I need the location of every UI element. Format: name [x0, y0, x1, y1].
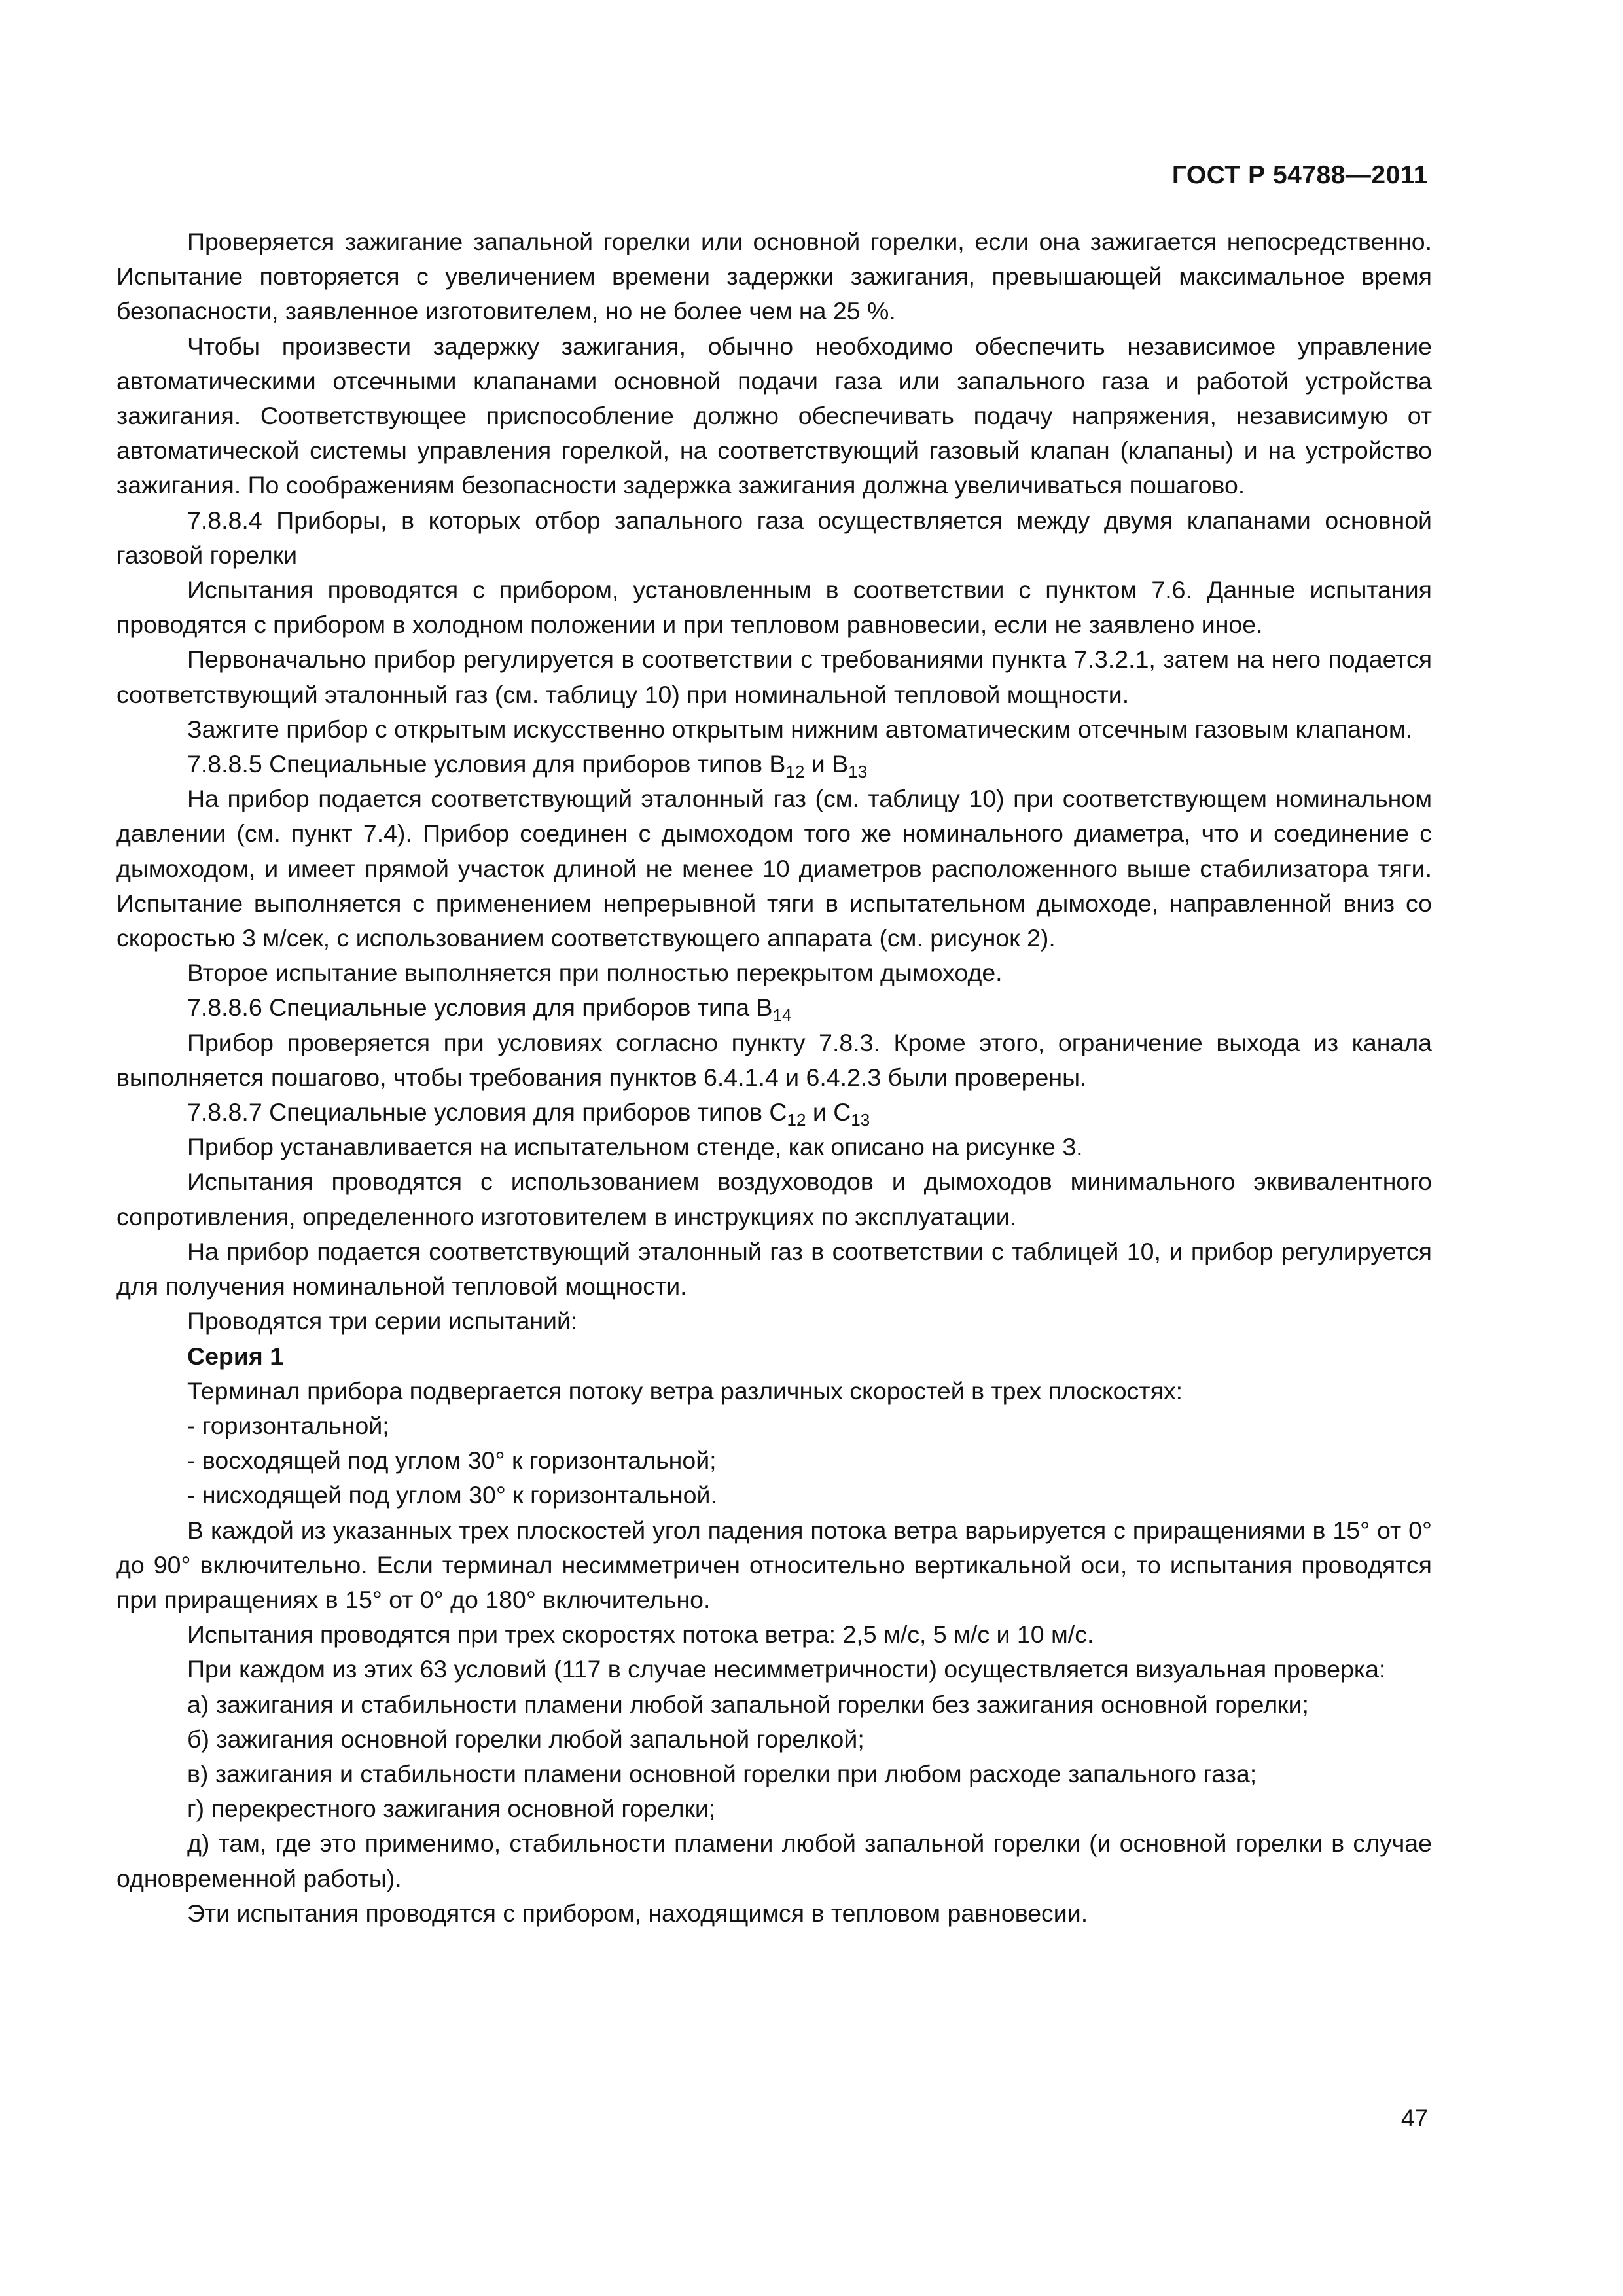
paragraph: Испытания проводятся с прибором, установленным в соответствии с пунктом 7.6. Данные испытания проводятся с прибором в холодном положении и при тепловом равновесии, если не заявлено иное.: [116, 576, 1432, 639]
document-code-header: ГОСТ Р 54788—2011: [1171, 161, 1428, 189]
section-heading-7-8-8-7: 7.8.8.7 Специальные условия для приборов типов $С_{12}$ и $С_{13}$: [187, 1098, 870, 1130]
paragraph: На прибор подается соответствующий эталонный газ (см. таблицу 10) при соответствующем номинальном давлении (см. пункт 7.4). Прибор соединен с дымоходом того же номинального диаметра, что и соединение с дымоходом, и имеет прямой участок длиной не менее 10 диаметров расположенного выше стабилизатора тяги. Испытание выполняется с применением непрерывной тяги в испытательном дымоходе, направленной вниз со скоростью 3 м/сек, с использованием соответствующего аппарата (см. рисунок 2).: [116, 785, 1432, 952]
list-item: д) там, где это применимо, стабильности пламени любой запальной горелки (и основной горелки в случае одновременной работы).: [116, 1829, 1432, 1892]
paragraph: При каждом из этих 63 условий (117 в случае несимметричности) осуществляется визуальная проверка:: [187, 1655, 1386, 1683]
paragraph: Зажгите прибор с открытым искусственно открытым нижним автоматическим отсечным газовым клапаном.: [187, 715, 1413, 743]
paragraph: Проводятся три серии испытаний:: [187, 1307, 578, 1335]
section-heading-7-8-8-6: 7.8.8.6 Специальные условия для приборов типа $В_{14}$: [187, 994, 792, 1026]
paragraph: Терминал прибора подвергается потоку ветра различных скоростей в трех плоскостях:: [187, 1376, 1183, 1405]
paragraph: Проверяется зажигание запальной горелки или основной горелки, если она зажигается непосредственно. Испытание повторяется с увеличением времени задержки зажигания, превышающей максимальное время безопасности, заявленное изготовителем, но не более чем на 25 %.: [116, 228, 1432, 325]
list-item: - горизонтальной;: [187, 1411, 389, 1439]
section-heading-7-8-8-4: 7.8.8.4 Приборы, в которых отбор запального газа осуществляется между двумя клапанами основной газовой горелки: [116, 506, 1432, 569]
paragraph: Испытания проводятся при трех скоростях потока ветра: 2,5 м/с, 5 м/с и 10 м/с.: [187, 1621, 1094, 1649]
series-title: Серия 1: [187, 1342, 284, 1370]
paragraph: Испытания проводятся с использованием воздуховодов и дымоходов минимального эквивалентного сопротивления, определенного изготовителем в инструкциях по эксплуатации.: [116, 1168, 1432, 1230]
section-heading-7-8-8-5: 7.8.8.5 Специальные условия для приборов типов $В_{12}$ и $В_{13}$: [187, 750, 868, 782]
list-item: а) зажигания и стабильности пламени любой запальной горелки без зажигания основной горелки;: [187, 1690, 1309, 1718]
paragraph: В каждой из указанных трех плоскостей угол падения потока ветра варьируется с приращениями в 15° от 0° до 90° включительно. Если терминал несимметричен относительно вертикальной оси, то испытания проводятся при приращениях в 15° от 0° до 180° включительно.: [116, 1516, 1432, 1613]
paragraph: На прибор подается соответствующий эталонный газ в соответствии с таблицей 10, и прибор регулируется для получения номинальной тепловой мощности.: [116, 1237, 1432, 1300]
list-item: в) зажигания и стабильности пламени основной горелки при любом расходе запального газа;: [187, 1759, 1257, 1787]
paragraph: Первоначально прибор регулируется в соответствии с требованиями пункта 7.3.2.1, затем на него подается соответствующий эталонный газ (см. таблицу 10) при номинальной тепловой мощности.: [116, 645, 1432, 708]
paragraph: Чтобы произвести задержку зажигания, обычно необходимо обеспечить независимое управление автоматическими отсечными клапанами основной подачи газа или запального газа и работой устройства зажигания. Соответствующее приспособление должно обеспечивать подачу напряжения, независимую от автоматической системы управления горелкой, на соответствующий газовый клапан (клапаны) и на устройство зажигания. По соображениям безопасности задержка зажигания должна увеличиваться пошагово.: [116, 332, 1432, 499]
document-body: [116, 224, 1432, 1931]
paragraph: Прибор устанавливается на испытательном стенде, как описано на рисунке 3.: [187, 1133, 1083, 1161]
list-item: - нисходящей под углом 30° к горизонтальной.: [187, 1481, 717, 1509]
paragraph: Второе испытание выполняется при полностью перекрытом дымоходе.: [187, 959, 1003, 987]
paragraph: Прибор проверяется при условиях согласно пункту 7.8.3. Кроме этого, ограничение выхода из канала выполняется пошагово, чтобы требования пунктов 6.4.1.4 и 6.4.2.3 были проверены.: [116, 1028, 1432, 1091]
list-item: - восходящей под углом 30° к горизонтальной;: [187, 1446, 717, 1475]
list-item: г) перекрестного зажигания основной горелки;: [187, 1795, 716, 1823]
paragraph: Эти испытания проводятся с прибором, находящимся в тепловом равновесии.: [187, 1899, 1088, 1927]
page-number: 47: [1400, 2105, 1428, 2132]
list-item: б) зажигания основной горелки любой запальной горелкой;: [187, 1725, 865, 1753]
